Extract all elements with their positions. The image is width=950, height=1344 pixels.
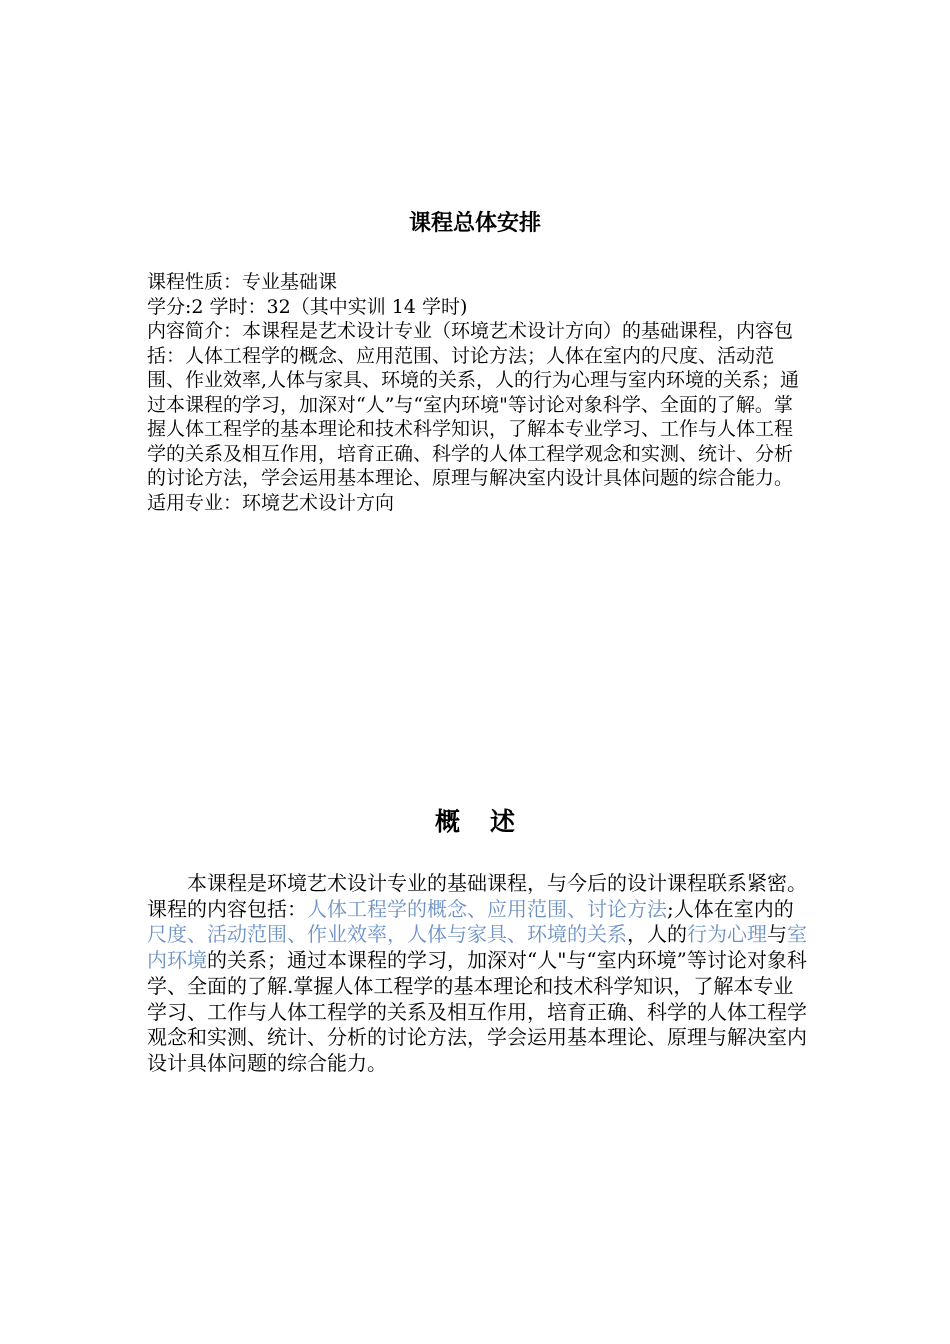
- overview-link-behavior[interactable]: 行为心理: [687, 922, 767, 947]
- course-major: 适用专业：环境艺术设计方向: [147, 491, 395, 514]
- course-credits: 学分:2 学时：32（其中实训 14 学时): [147, 295, 468, 318]
- overview-text-1: 本课程是环境艺术设计专业的基础课程，与今后的设计课程联系紧密。课程的内容包括：: [147, 871, 807, 921]
- overview-link-concept[interactable]: 人体工程学的概念、应用范围、讨论方法: [307, 896, 667, 921]
- overview-title: [0, 804, 950, 840]
- overview-text-3: ，人的: [627, 922, 687, 947]
- overview-paragraph: [147, 871, 807, 1077]
- overview-title-char-1: 概: [434, 807, 460, 836]
- course-intro: 内容简介：本课程是艺术设计专业（环境艺术设计方向）的基础课程，内容包括：人体工程学的概念、应用范围、讨论方法；人体在室内的尺度、活动范围、作业效率,人体与家具、环境的关系，人的行为心理与室内环境的关系；通过本课程的学习，加深对“人”与“室内环境"等讨论对象科学、全面的了解。掌握人体工程学的基本理论和技术科学知识，了解本专业学习、工作与人体工程学的关系及相互作用，培育正确、科学的人体工程学观念和实测、统计、分析的讨论方法，学会运用基本理论、原理与解决室内设计具体问题的综合能力。: [147, 320, 800, 489]
- overview-text-5: 的关系；通过本课程的学习，加深对“人"与“室内环境”等讨论对象科学、全面的了解.掌握人体工程学的基本理论和技术科学知识，了解本专业学习、工作与人体工程学的关系及相互作用，培育正确、科学的人体工程学观念和实测、统计、分析的讨论方法，学会运用基本理论、原理与解决室内设计具体问题的综合能力。: [147, 948, 807, 1075]
- page-title: 课程总体安排: [408, 210, 541, 236]
- overview-text-2: ;人体在室内的: [667, 896, 794, 921]
- course-info-block: [147, 270, 807, 515]
- overview-text-4: 与: [767, 922, 787, 947]
- overview-link-scale[interactable]: 尺度、活动范围、作业效率，人体与家具、环境的关系: [147, 922, 627, 947]
- overview-title-char-2: 述: [490, 807, 516, 836]
- overview-link-interior[interactable]: 室内环境: [147, 922, 807, 973]
- course-nature: 课程性质：专业基础课: [147, 271, 338, 293]
